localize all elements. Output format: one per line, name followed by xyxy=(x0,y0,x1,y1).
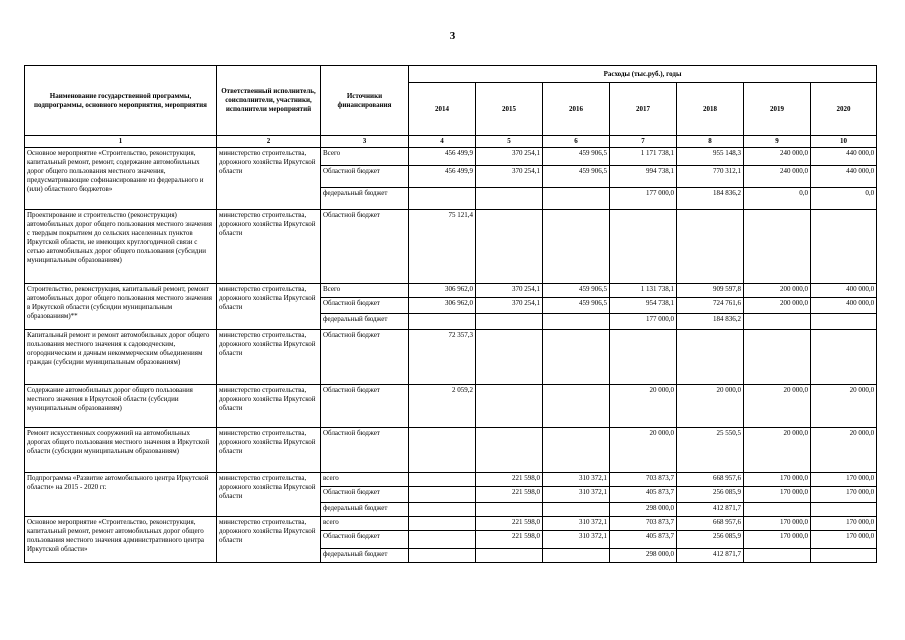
expense-value-2015: 370 254,1 xyxy=(476,166,543,188)
expense-value-2016 xyxy=(543,210,610,284)
expense-value-2018: 25 550,5 xyxy=(677,428,744,473)
funding-source: всего xyxy=(321,517,409,531)
expense-value-2017: 1 131 738,1 xyxy=(610,284,677,298)
funding-source: федеральный бюджет xyxy=(321,188,409,210)
expense-value-2016: 459 906,5 xyxy=(543,298,610,314)
expense-value-2018: 20 000,0 xyxy=(677,385,744,428)
expense-value-2017: 298 000,0 xyxy=(610,549,677,563)
expense-value-2017: 177 000,0 xyxy=(610,188,677,210)
expense-value-2015: 370 254,1 xyxy=(476,148,543,166)
measure-name: Строительство, реконструкция, капитальный ремонт, ремонт автомобильных дорог общего пользования местного значения в Иркутской области (субсидии муниципальным образованиям)** xyxy=(25,284,217,330)
expense-value-2018: 668 957,6 xyxy=(677,517,744,531)
expense-value-2017: 177 000,0 xyxy=(610,314,677,330)
expense-value-2015 xyxy=(476,549,543,563)
expense-value-2017: 1 171 738,1 xyxy=(610,148,677,166)
column-number: 5 xyxy=(476,136,543,148)
expense-value-2016: 459 906,5 xyxy=(543,148,610,166)
expense-value-2017: 994 738,1 xyxy=(610,166,677,188)
expense-value-2014 xyxy=(409,503,476,517)
funding-source: федеральный бюджет xyxy=(321,314,409,330)
funding-source: федеральный бюджет xyxy=(321,549,409,563)
expense-value-2017: 405 873,7 xyxy=(610,531,677,549)
expense-value-2016 xyxy=(543,549,610,563)
expense-value-2014: 75 121,4 xyxy=(409,210,476,284)
header-expenses: Расходы (тыс.руб.), годы xyxy=(409,66,877,83)
expense-value-2017: 954 738,1 xyxy=(610,298,677,314)
expense-value-2014: 2 059,2 xyxy=(409,385,476,428)
expense-value-2018: 256 085,9 xyxy=(677,487,744,503)
expense-value-2019: 200 000,0 xyxy=(744,298,811,314)
expense-value-2015 xyxy=(476,314,543,330)
funding-source: Областной бюджет xyxy=(321,428,409,473)
responsible-executor: министерство строительства, дорожного хозяйства Иркутской области xyxy=(217,473,321,517)
header-year: 2017 xyxy=(610,83,677,136)
expense-value-2020: 440 000,0 xyxy=(811,148,877,166)
expense-value-2015: 370 254,1 xyxy=(476,298,543,314)
expense-value-2020: 440 000,0 xyxy=(811,166,877,188)
funding-source: Областной бюджет xyxy=(321,385,409,428)
expense-value-2014: 456 499,9 xyxy=(409,166,476,188)
funding-source: всего xyxy=(321,473,409,487)
measure-name: Основное мероприятие «Строительство, реконструкция, капитальный ремонт, ремонт автомобильных дорог общего пользования местного значения административного центра Иркутской области» xyxy=(25,517,217,563)
expense-value-2015: 221 598,0 xyxy=(476,531,543,549)
expense-value-2015 xyxy=(476,210,543,284)
measure-name: Основное мероприятие «Строительство, реконструкция, капитальный ремонт, ремонт, содержание автомобильных дорог общего пользования местного значения, предусматривающие софинансирование из федерального и (или) областного бюджетов» xyxy=(25,148,217,210)
expense-value-2020 xyxy=(811,330,877,385)
funding-source: Областной бюджет xyxy=(321,298,409,314)
measure-name: Капитальный ремонт и ремонт автомобильных дорог общего пользования местного значения к садоводческим, огородническим и дачным некоммерческим объединениям граждан (субсидии муниципальным образованиям) xyxy=(25,330,217,385)
expense-value-2020 xyxy=(811,210,877,284)
table-row xyxy=(25,473,877,487)
column-number: 4 xyxy=(409,136,476,148)
header-source: Источники финансирования xyxy=(321,66,409,136)
expense-value-2017: 298 000,0 xyxy=(610,503,677,517)
measure-name: Содержание автомобильных дорог общего пользования местного значения в Иркутской области (субсидии муниципальным образованиям) xyxy=(25,385,217,428)
expense-value-2018: 184 836,2 xyxy=(677,188,744,210)
expense-value-2016: 310 372,1 xyxy=(543,473,610,487)
funding-source: Областной бюджет xyxy=(321,166,409,188)
expense-value-2016 xyxy=(543,188,610,210)
expense-value-2020: 20 000,0 xyxy=(811,428,877,473)
expense-value-2019: 20 000,0 xyxy=(744,385,811,428)
expense-value-2015 xyxy=(476,385,543,428)
expense-value-2016: 310 372,1 xyxy=(543,531,610,549)
budget-table xyxy=(24,65,877,563)
column-number: 6 xyxy=(543,136,610,148)
expense-value-2018: 909 597,8 xyxy=(677,284,744,298)
funding-source: Всего xyxy=(321,148,409,166)
expense-value-2019 xyxy=(744,549,811,563)
table-row xyxy=(25,428,877,473)
page-number: 3 xyxy=(449,30,456,42)
funding-source: Областной бюджет xyxy=(321,487,409,503)
expense-value-2015 xyxy=(476,330,543,385)
expense-value-2014 xyxy=(409,473,476,487)
expense-value-2017: 703 873,7 xyxy=(610,473,677,487)
responsible-executor: министерство строительства, дорожного хозяйства Иркутской области xyxy=(217,148,321,210)
expense-value-2019: 240 000,0 xyxy=(744,148,811,166)
measure-name: Подпрограмма «Развитие автомобильного центра Иркутской области» на 2015 - 2020 гг. xyxy=(25,473,217,517)
expense-value-2019 xyxy=(744,314,811,330)
expense-value-2020 xyxy=(811,549,877,563)
expense-value-2018: 955 148,3 xyxy=(677,148,744,166)
budget-body xyxy=(25,148,877,563)
measure-name: Ремонт искусственных сооружений на автомобильных дорогах общего пользования местного значения в Иркутской области (субсидии муниципальным образованиям) xyxy=(25,428,217,473)
expense-value-2020: 170 000,0 xyxy=(811,473,877,487)
expense-value-2017 xyxy=(610,210,677,284)
expense-value-2014: 72 357,3 xyxy=(409,330,476,385)
expense-value-2018: 184 836,2 xyxy=(677,314,744,330)
expense-value-2020: 20 000,0 xyxy=(811,385,877,428)
expense-value-2019: 0,0 xyxy=(744,188,811,210)
expense-value-2020 xyxy=(811,503,877,517)
responsible-executor: министерство строительства, дорожного хозяйства Иркутской области xyxy=(217,284,321,330)
expense-value-2019 xyxy=(744,210,811,284)
table-row xyxy=(25,210,877,284)
expense-value-2015 xyxy=(476,188,543,210)
table-row xyxy=(25,148,877,166)
expense-value-2017 xyxy=(610,330,677,385)
expense-value-2015 xyxy=(476,428,543,473)
expense-value-2015: 221 598,0 xyxy=(476,517,543,531)
expense-value-2015: 221 598,0 xyxy=(476,473,543,487)
table-row xyxy=(25,385,877,428)
header-year: 2019 xyxy=(744,83,811,136)
column-number: 1 xyxy=(25,136,217,148)
expense-value-2019: 170 000,0 xyxy=(744,517,811,531)
expense-value-2014: 306 962,0 xyxy=(409,298,476,314)
expense-value-2020: 400 000,0 xyxy=(811,298,877,314)
header-year: 2018 xyxy=(677,83,744,136)
expense-value-2020: 0,0 xyxy=(811,188,877,210)
responsible-executor: министерство строительства, дорожного хозяйства Иркутской области xyxy=(217,517,321,563)
expense-value-2018 xyxy=(677,330,744,385)
responsible-executor: министерство строительства, дорожного хозяйства Иркутской области xyxy=(217,330,321,385)
expense-value-2018: 412 871,7 xyxy=(677,549,744,563)
expense-value-2020: 170 000,0 xyxy=(811,487,877,503)
expense-value-2017: 703 873,7 xyxy=(610,517,677,531)
measure-name: Проектирование и строительство (реконструкция) автомобильных дорог общего пользования местного значения с твердым покрытием до сельских населенных пунктов Иркутской области, не имеющих круглогодичной связи с сетью автомобильных дорог общего пользования (субсидии муниципальным образованиям) xyxy=(25,210,217,284)
column-number: 8 xyxy=(677,136,744,148)
expense-value-2014 xyxy=(409,314,476,330)
expense-value-2017: 405 873,7 xyxy=(610,487,677,503)
expense-value-2018: 668 957,6 xyxy=(677,473,744,487)
column-number: 3 xyxy=(321,136,409,148)
responsible-executor: министерство строительства, дорожного хозяйства Иркутской области xyxy=(217,428,321,473)
funding-source: Областной бюджет xyxy=(321,531,409,549)
column-number: 9 xyxy=(744,136,811,148)
header-responsible: Ответственный исполнитель, соисполнители, участники, исполнители мероприятий xyxy=(217,66,321,136)
column-number: 10 xyxy=(811,136,877,148)
funding-source: Всего xyxy=(321,284,409,298)
expense-value-2016 xyxy=(543,503,610,517)
column-number: 2 xyxy=(217,136,321,148)
expense-value-2019: 170 000,0 xyxy=(744,473,811,487)
expense-value-2019 xyxy=(744,330,811,385)
expense-value-2019: 240 000,0 xyxy=(744,166,811,188)
table-row xyxy=(25,517,877,531)
expense-value-2018: 412 871,7 xyxy=(677,503,744,517)
header-year: 2020 xyxy=(811,83,877,136)
header-year: 2016 xyxy=(543,83,610,136)
expense-value-2015 xyxy=(476,503,543,517)
header-year: 2014 xyxy=(409,83,476,136)
responsible-executor: министерство строительства, дорожного хозяйства Иркутской области xyxy=(217,385,321,428)
expense-value-2014: 306 962,0 xyxy=(409,284,476,298)
expense-value-2018: 724 761,6 xyxy=(677,298,744,314)
expense-value-2018 xyxy=(677,210,744,284)
column-number: 7 xyxy=(610,136,677,148)
expense-value-2016: 459 906,5 xyxy=(543,166,610,188)
funding-source: федеральный бюджет xyxy=(321,503,409,517)
expense-value-2019 xyxy=(744,503,811,517)
expense-value-2014 xyxy=(409,428,476,473)
expense-value-2017: 20 000,0 xyxy=(610,428,677,473)
responsible-executor: министерство строительства, дорожного хозяйства Иркутской области xyxy=(217,210,321,284)
expense-value-2015: 370 254,1 xyxy=(476,284,543,298)
expense-value-2016 xyxy=(543,428,610,473)
table-row xyxy=(25,330,877,385)
expense-value-2014 xyxy=(409,487,476,503)
table-row xyxy=(25,284,877,298)
expense-value-2016: 459 906,5 xyxy=(543,284,610,298)
expense-value-2020: 400 000,0 xyxy=(811,284,877,298)
expense-value-2020: 170 000,0 xyxy=(811,531,877,549)
expense-value-2016: 310 372,1 xyxy=(543,517,610,531)
expense-value-2016 xyxy=(543,314,610,330)
expense-value-2019: 200 000,0 xyxy=(744,284,811,298)
expense-value-2017: 20 000,0 xyxy=(610,385,677,428)
header-year: 2015 xyxy=(476,83,543,136)
expense-value-2016: 310 372,1 xyxy=(543,487,610,503)
expense-value-2020 xyxy=(811,314,877,330)
expense-value-2016 xyxy=(543,385,610,428)
funding-source: Областной бюджет xyxy=(321,330,409,385)
expense-value-2018: 256 085,9 xyxy=(677,531,744,549)
expense-value-2014: 456 499,9 xyxy=(409,148,476,166)
expense-value-2014 xyxy=(409,517,476,531)
expense-value-2014 xyxy=(409,549,476,563)
expense-value-2015: 221 598,0 xyxy=(476,487,543,503)
expense-value-2019: 170 000,0 xyxy=(744,531,811,549)
expense-value-2019: 20 000,0 xyxy=(744,428,811,473)
funding-source: Областной бюджет xyxy=(321,210,409,284)
expense-value-2020: 170 000,0 xyxy=(811,517,877,531)
expense-value-2014 xyxy=(409,188,476,210)
expense-value-2014 xyxy=(409,531,476,549)
header-name: Наименование государственной программы, подпрограммы, основного мероприятия, мероприятия xyxy=(25,66,217,136)
expense-value-2019: 170 000,0 xyxy=(744,487,811,503)
expense-value-2018: 770 312,1 xyxy=(677,166,744,188)
expense-value-2016 xyxy=(543,330,610,385)
